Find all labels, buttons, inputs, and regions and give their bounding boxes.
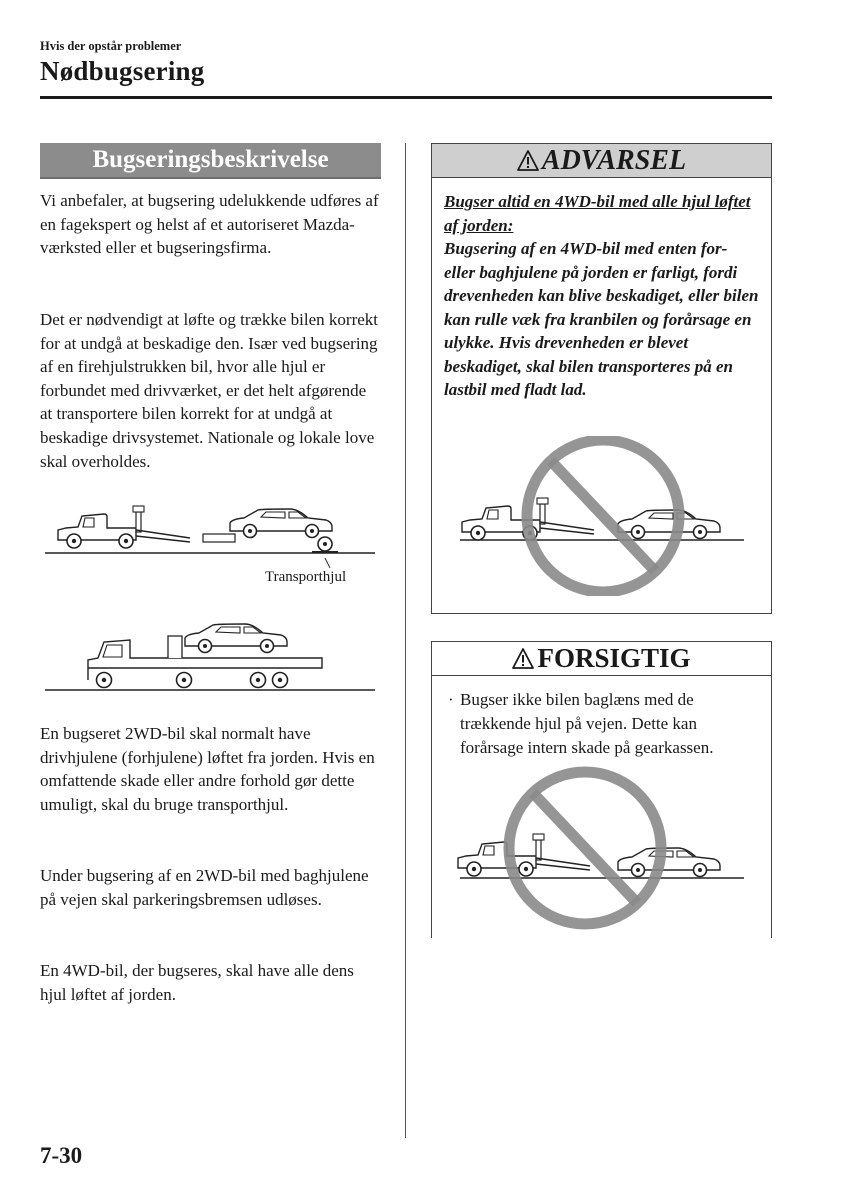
bullet: ·: [448, 690, 454, 709]
paragraph-1: Vi anbefaler, at bugsering udelukkende udføres af en fagekspert og helst af et autoriseret Mazda-værksted eller et bugseringsfirma.: [40, 191, 379, 258]
paragraph-2: Det er nødvendigt at løfte og trække bilen korrekt for at undgå at beskadige den. Især ved bugsering af en firehjulstrukken bil, hvor alle hjul er forbundet med drivværket, er det helt afgørende at transportere bilen korrekt for at undgå at beskadige drivsystemet. Nationale og lokale love skal overholdes.: [40, 310, 379, 471]
warning-lead: Bugser altid en 4WD-bil med alle hjul løftet af jorden:: [444, 192, 751, 235]
caution-body: Bugser ikke bilen baglæns med de trækkende hjul på vejen. Dette kan forårsage intern skade på gearkassen.: [460, 690, 714, 757]
prohibited-sign-icon: [509, 772, 661, 924]
warning-header: [432, 144, 771, 178]
caution-label: FORSIGTIG: [537, 643, 691, 673]
warning-body: Bugsering af en 4WD-bil med enten for- eller baghjulene på jorden er farligt, fordi drevenheden kan blive beskadiget, eller bilen kan rulle væk fra kranbilen og forårsage en ulykke. Hvis drevenheden er blevet beskadiget, skal bilen transporteres på en lastbil med fladt lad.: [444, 239, 759, 399]
tow-dolly-illustration: [40, 498, 380, 568]
section-heading: Bugseringsbeskrivelse: [40, 143, 381, 179]
caution-triangle-icon: [512, 648, 534, 670]
carried-car: [185, 624, 287, 653]
page-number: 7-30: [40, 1143, 83, 1168]
prohibited-4wd-towing-illustration: [448, 436, 753, 596]
prohibited-reverse-towing-illustration: [448, 760, 753, 930]
towed-car: [618, 848, 720, 877]
dolly-frame: [203, 534, 235, 542]
column-divider: [405, 143, 406, 1138]
warning-box: [431, 143, 772, 614]
caution-header: [432, 642, 771, 676]
warning-triangle-icon: [517, 150, 539, 172]
flatbed-illustration: [40, 612, 380, 694]
paragraph-4: Under bugsering af en 2WD-bil med baghjulene på vejen skal parkeringsbremsen udløses.: [40, 866, 369, 909]
caption-leader: [325, 558, 330, 568]
chapter-label: Hvis der opstår problemer: [40, 39, 182, 53]
towed-car: [230, 509, 332, 538]
caution-item: [432, 676, 771, 760]
paragraph-3: En bugseret 2WD-bil skal normalt have drivhjulene (forhjulene) løftet fra jorden. Hvis en omfattende skade eller andre forhold gør dette umuligt, skal du bruge transporthjul.: [40, 724, 375, 814]
header-rule: [40, 96, 772, 99]
paragraph-5: En 4WD-bil, der bugseres, skal have alle dens hjul løftet af jorden.: [40, 961, 354, 1004]
towed-car: [618, 510, 720, 539]
figure-caption: Transporthjul: [265, 569, 347, 585]
tow-truck: [58, 506, 190, 548]
warning-label: ADVARSEL: [541, 144, 687, 176]
warning-text: [432, 178, 771, 402]
caution-box: [431, 641, 772, 938]
page-title: Nødbugsering: [40, 56, 205, 86]
